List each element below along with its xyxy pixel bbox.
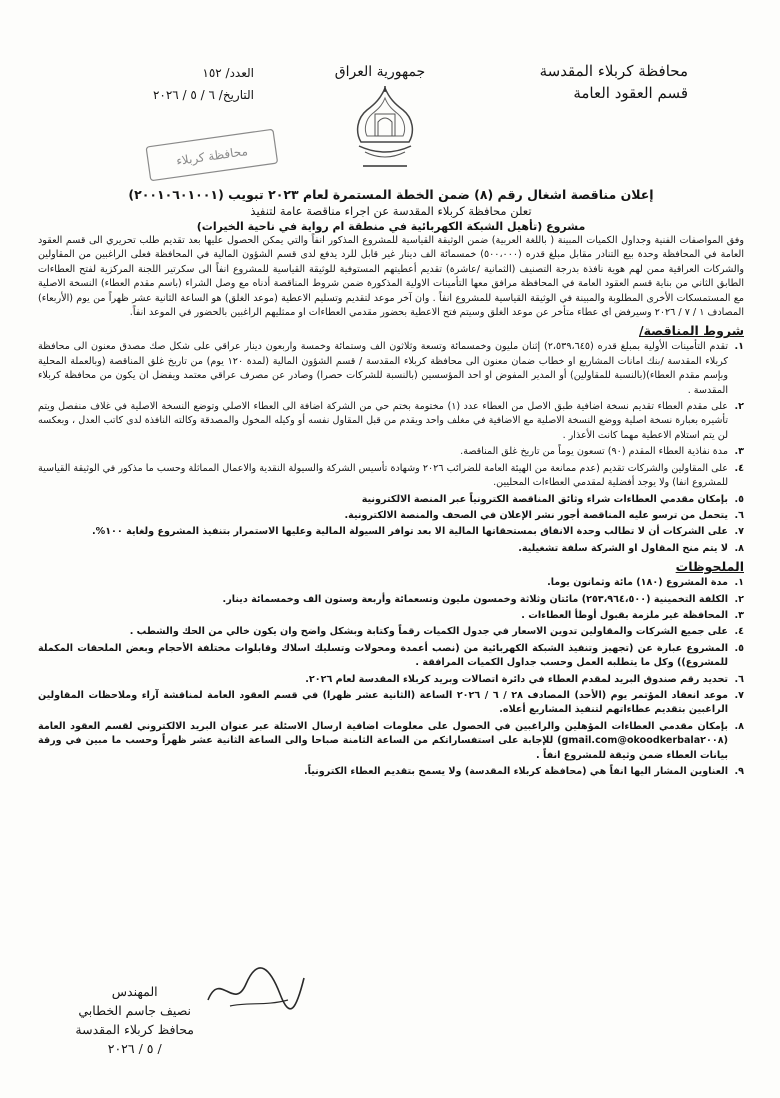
signatory-position: محافظ كربلاء المقدسة xyxy=(75,1022,194,1037)
letterhead-right xyxy=(540,60,688,104)
official-stamp-image xyxy=(142,128,282,188)
announcement-body xyxy=(38,186,744,781)
doc-date: التاريخ/ ٦ / ٥ / ٢٠٢٦ xyxy=(152,88,254,102)
signatory-title: المهندس xyxy=(111,984,158,999)
notes-list xyxy=(38,576,744,779)
list-item: ٨. بإمكان مقدمي العطاءات المؤهلين والراغبين في الحصول على معلومات اضافية ارسال الاسئلة عبر عنوان البريد الالكتروني لقسم العقود العامة (okoodkerbala٢٠٠٨@gmail.com) للإجابة على استفساراتكم من الساعة الثامنة صباحا والى الساعة الثانية عشر ظهراً وحسب ما مبين في ورقة بيانات العطاء ضمن وثيقة للمشروع انفاً . xyxy=(38,720,744,761)
announcement-intro: وفق المواصفات الفنية وجداول الكميات المبينة ( باللغة العربية) ضمن الوثيقة القياسية للمشروع المذكور انفاً والتي يمكن الحصول عليها بعد تقديم طلب تحريري الى قسم العقود العامة في المحافظة وحدة بيع التنادر مقابل مبلغ قدره (٥٠٠،٠٠٠) خمسمائة الف دينار غير قابل للرد يدفع لدى قسم الشؤون المالية في المحافظة فعلى الراغبين من المقاولين والشركات العراقية ممن لهم هوية نافذة بدرجة التصنيف (الثمانية /عاشرة) تقديم أعطيتهم المستوفية للوثيقة القياسية للمشروع انفاً الى سكرتير اللجنة المركزية لفتح العطاءات الطابق الثاني من بناية قسم العقود العامة في المحافظة مرافق معها التأمينات الاولية المذكورة ضمن شروط المناقصة أدناه مع وصل الشراء (باسم مقدم العطاء) النسخة الاصلية مع المستمسكات الأخرى المطلوبة والمبينة في الوثيقة القياسية للمشروع انفاً . وان آخر موعد لتقديم وتسليم الاعطية (موعد الغلق) هو الساعة الثانية عشر ظهراً من يوم (الأربعاء) المصادف ١ / ٧ / ٢٠٢٦ وسيرفض اي عطاء متأخر عن موعد الغلق وسيتم فتح الاعطية بحضور مقدمي العطاءات او ممثليهم الراغبين بالحضور في الموعد انفاً. xyxy=(38,235,744,319)
project-name: مشروع (تأهيل الشبكة الكهربائية في منطقة ام رواية في ناحية الخيرات) xyxy=(196,220,586,233)
list-item: ٧. على الشركات أن لا تطالب وحدة الانفاق بمستحقاتها المالية الا بعد توافر السيولة المالية وعليها الاستمرار بتنفيذ المشروع ولغاية ١٠٠%. xyxy=(91,526,744,538)
signature-date: / ٥ / ٢٠٢٦ xyxy=(107,1041,162,1056)
svg-text:محافظة كربلاء: محافظة كربلاء xyxy=(175,144,249,168)
list-item: ٧. موعد انعقاد المؤتمر يوم (الأحد) المصادف ٢٨ / ٦ / ٢٠٢٦ الساعة (الثانية عشر ظهرا) في قسم العقود العامة لمناقشة آراء وملاحظات المقاولين الراغبين بتقديم عطاءاتهم لتنفيذ المشاريع أعلاه. xyxy=(38,689,744,716)
governorate-emblem xyxy=(345,84,425,178)
list-item: ١. مدة المشروع (١٨٠) مائة وثمانون يوما. xyxy=(547,577,744,589)
notes-heading: الملحوظات xyxy=(675,559,744,575)
list-item: ٦. يتحمل من ترسو عليه المناقصة أجور نشر الإعلان في الصحف والمنصة الالكترونية. xyxy=(344,509,744,521)
list-item: ٥. بإمكان مقدمي العطاءات شراء وثائق المناقصة الكترونياً عبر المنصة الالكترونية xyxy=(361,493,744,505)
list-item: ٣. المحافظة غير ملزمة بقبول أوطأ العطاءات . xyxy=(521,609,744,621)
doc-number: العدد/ ١٥٢ xyxy=(202,66,254,80)
list-item: ٢. الكلفة التخمينية (٢٥٣،٩٦٤،٥٠٠) مائتان وثلاثة وخمسون مليون وتسعمائة وأربعة وستون الف وخمسمائة دينار. xyxy=(222,593,744,605)
department-name: قسم العقود العامة xyxy=(573,84,688,102)
list-item: ٢. على مقدم العطاء تقديم نسخة اضافية طبق الاصل من العطاء عدد (١) مختومة بختم حي من الشركة اضافة الى العطاء الاصلي وتوضع النسخة الاصلية في غلاف منفصل ويتم تأشيره بعبارة نسخة اصلية ووضع النسخة الاصلية مع الاضافية في مغلف واحد ويقدم من قبل المقاول نفسه أو وكيله المخول والمصدقة وكالته النافذة لدى كاتب العدل ، وبعكسه لن يتم استلام الاعطية مهما كانت الأعذار . xyxy=(38,401,744,441)
list-item: ٩. العناوين المشار اليها انفاً هي (محافظة كربلاء المقدسة) ولا يسمح بتقديم العطاء الكترونياً. xyxy=(304,766,744,777)
conditions-list xyxy=(38,340,744,556)
list-item: ٥. المشروع عبارة عن (تجهيز وتنفيذ الشبكة الكهربائية من (نصب أعمدة ومحولات وتسليك اسلاك وقابلوات مختلفة الأحجام وبعض الملحقات المكملة للمشروع)) وكل ما يتطلبه العمل وحسب جداول الكميات المرافقة . xyxy=(38,642,744,669)
governorate-name: محافظة كربلاء المقدسة xyxy=(539,62,688,80)
announcement-title: إعلان مناقصة اشغال رقم (٨) ضمن الخطة المستمرة لعام ٢٠٢٣ تبويب (٢٠٠١٠٦٠١٠٠١) xyxy=(128,187,654,202)
signature-block xyxy=(75,982,194,1058)
list-item: ٤. على المقاولين والشركات تقديم (عدم ممانعة من الهيئة العامة للضرائب ٢٠٢٦ وشهادة تأسيس الشركة والسيولة النقدية والاعمال المماثلة وحسب ما مذكور في الوثيقة القياسية للمشروع انفا) ولا يوجد أفضلية لمقدمي العطاءات المحليين. xyxy=(38,462,744,489)
list-item: ٤. على جميع الشركات والمقاولين تدوين الاسعار في جدول الكميات رقماً وكتابة وبشكل واضح وان يكون خالي من الحك والشطب . xyxy=(129,626,744,638)
list-item: ١. تقدم التأمينات الأولية بمبلغ قدره (٢،٥٣٩،٦٤٥) إثنان مليون وخمسمائة وتسعة وثلاثون الف وستمائة وخمسة واربعون دينار عراقي على شكل صك مصدق معنون الى محافظة كربلاء المقدسة /بنك امانات المشاريع او خطاب ضمان معنون الى محافظة كربلاء المقدسة / قسم الشؤون المالية (لمدة ١٢٠ يوم) من تاريخ غلق المناقصة (وبالعملة المحلية وبإسم مقدم العطاء)(بالنسبة للمقاولين) أو المدير المفوض او احد المؤسسين (بالنسبة للشركات حصرا) وصادر عن مصرف عراقي معتمد ويفضل ان يكون من محافظة كربلاء المقدسة . xyxy=(38,341,744,396)
country-name: جمهورية العراق xyxy=(334,64,426,80)
signatory-name: نصيف جاسم الخطابي xyxy=(78,1003,192,1018)
announcement-subtitle: تعلن محافظة كربلاء المقدسة عن اجراء مناقصة عامة لتنفيذ xyxy=(250,204,532,218)
handwritten-signature-image xyxy=(200,960,310,1024)
doc-reference xyxy=(74,62,254,106)
list-item: ٨. لا يتم منح المقاول او الشركة سلفة تشغيلية. xyxy=(518,542,744,554)
list-item: ٣. مدة نفاذية العطاء المقدم (٩٠) تسعون يوماً من تاريخ غلق المناقصة. xyxy=(460,446,744,458)
conditions-heading: شروط المناقصة/ xyxy=(639,323,744,339)
list-item: ٦. تحديد رقم صندوق البريد لمقدم العطاء في دائرة اتصالات وبريد كربلاء المقدسة لعام ٢٠٢٦. xyxy=(305,673,744,685)
